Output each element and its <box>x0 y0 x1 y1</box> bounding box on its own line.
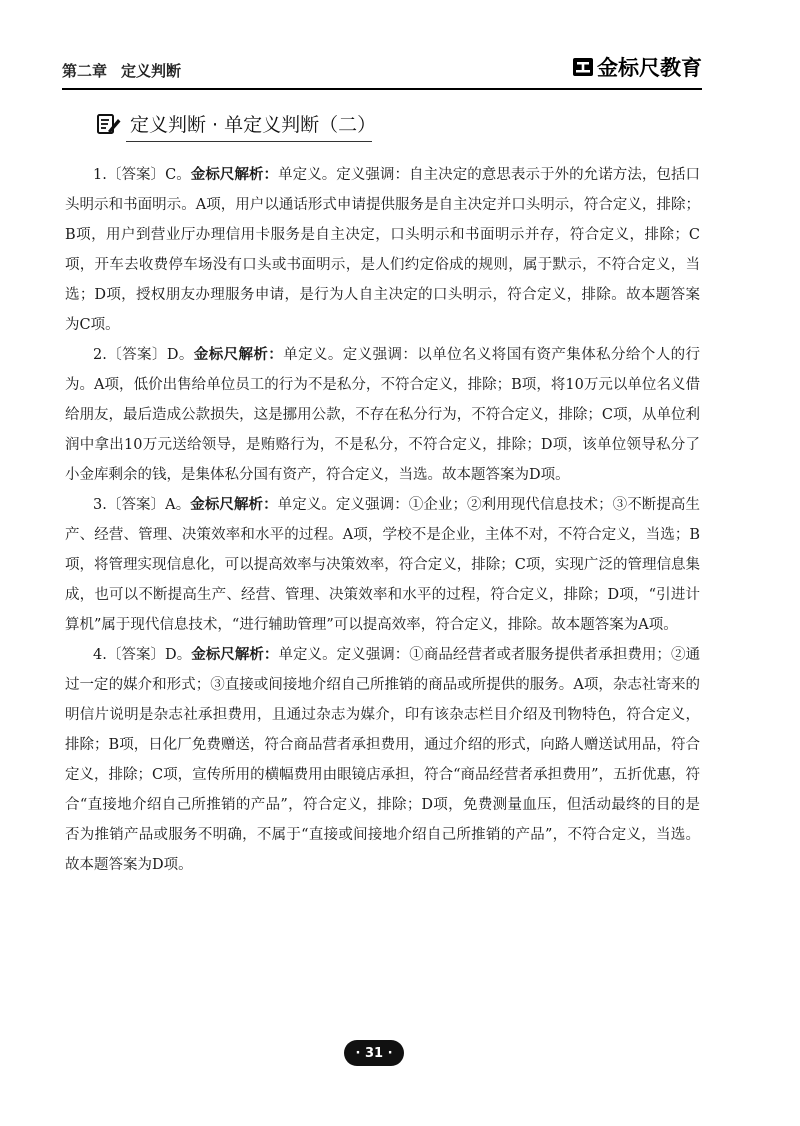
answer-tag: 〔答案〕 <box>106 347 167 363</box>
chapter-heading <box>62 60 181 81</box>
analysis-label: 金标尺解析： <box>190 497 278 513</box>
answer-number: 1. <box>93 167 107 183</box>
analysis-label: 金标尺解析： <box>190 167 279 183</box>
answer-number: 2. <box>93 347 107 363</box>
brand-logo <box>572 52 702 82</box>
brand-icon <box>572 57 594 77</box>
section-title: 定义判断 · 单定义判断（二） <box>130 114 377 136</box>
answer-item <box>65 640 700 880</box>
edit-note-icon <box>96 112 122 136</box>
answer-list <box>65 160 700 880</box>
answer-number: 4. <box>93 647 107 663</box>
page-number: · 31 · <box>344 1040 404 1066</box>
page-header <box>62 48 702 88</box>
analysis-text: 单定义。定义强调：①企业；②利用现代信息技术；③不断提高生产、经营、管理、决策效率和水平的过程。A项，学校不是企业，主体不对，不符合定义，当选；B项，将管理实现信息化，可以提高效率与决策效率，符合定义，排除；C项，实现广泛的管理信息集成，也可以不断提高生产、经营、管理、决策效率和水平的过程，符合定义，排除；D项，“引进计算机”属于现代信息技术，“进行辅助管理”可以提高效率，符合定义，排除。故本题答案为A项。 <box>65 497 700 633</box>
analysis-label: 金标尺解析： <box>191 647 279 663</box>
answer-item <box>65 490 700 640</box>
brand-name: 金标尺教育 <box>597 56 702 80</box>
answer-item <box>65 340 700 490</box>
answer-choice: D。 <box>166 347 194 363</box>
answer-item <box>65 160 700 340</box>
analysis-text: 单定义。定义强调：以单位名义将国有资产集体私分给个人的行为。A项，低价出售给单位员工的行为不是私分，不符合定义，排除；B项，将10万元以单位名义借给朋友，最后造成公款损失，这是挪用公款，不存在私分行为，不符合定义，排除；C项，从单位利润中拿出10万元送给领导，是贿赂行为，不是私分，不符合定义，排除；D项，该单位领导私分了小金库剩余的钱，是集体私分国有资产，符合定义，当选。故本题答案为D项。 <box>65 347 701 483</box>
answer-number: 3. <box>93 497 107 513</box>
section-heading <box>96 110 376 137</box>
section-underline <box>126 141 372 142</box>
chapter-number: 第二章 <box>62 62 108 80</box>
analysis-label: 金标尺解析： <box>193 347 284 363</box>
chapter-title: 定义判断 <box>121 62 182 80</box>
answer-choice: C。 <box>165 167 191 183</box>
answer-tag: 〔答案〕 <box>106 497 166 513</box>
answer-choice: A。 <box>165 497 191 513</box>
answer-tag: 〔答案〕 <box>106 167 166 183</box>
analysis-text: 单定义。定义强调：自主决定的意思表示于外的允诺方法，包括口头明示和书面明示。A项，用户以通话形式申请提供服务是自主决定并口头明示，符合定义，排除；B项，用户到营业厅办理信用卡服务是自主决定，口头明示和书面明示并存，符合定义，排除；C项，开车去收费停车场没有口头或书面明示，是人们约定俗成的规则，属于默示，不符合定义，当选；D项，授权朋友办理服务申请，是行为人自主决定的口头明示，符合定义，排除。故本题答案为C项。 <box>65 167 701 333</box>
header-divider <box>62 88 702 90</box>
answer-tag: 〔答案〕 <box>106 647 166 663</box>
analysis-text: 单定义。定义强调：①商品经营者或者服务提供者承担费用；②通过一定的媒介和形式；③直接或间接地介绍自己所推销的商品或所提供的服务。A项，杂志社寄来的明信片说明是杂志社承担费用，且通过杂志为媒介，印有该杂志栏目介绍及刊物特色，符合定义，排除；B项，日化厂免费赠送，符合商品营者承担费用，通过介绍的形式，向路人赠送试用品，符合定义，排除；C项，宣传所用的横幅费用由眼镜店承担，符合“商品经营者承担费用”，五折优惠，符合“直接地介绍自己所推销的产品”，符合定义，排除；D项，免费测量血压，但活动最终的目的是否为推销产品或服务不明确，不属于“直接或间接地介绍自己所推销的产品”，不符合定义，当选。故本题答案为D项。 <box>65 647 701 873</box>
answer-choice: D。 <box>165 647 192 663</box>
